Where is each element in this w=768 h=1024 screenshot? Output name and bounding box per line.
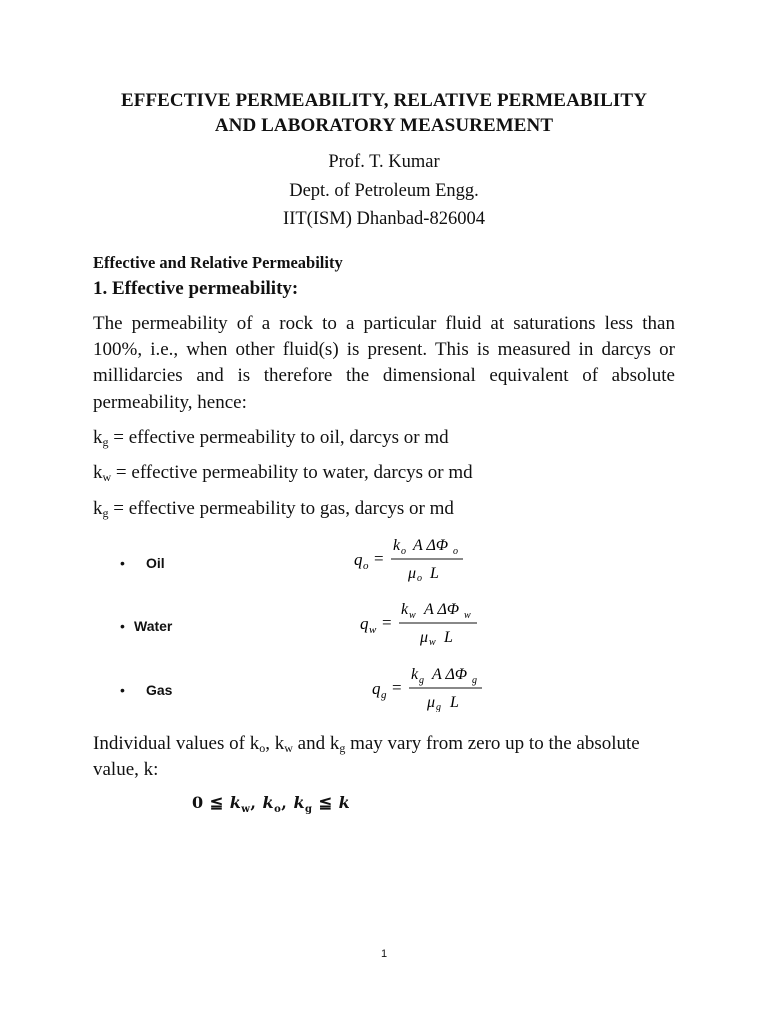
ineq-sep: ,: [281, 793, 294, 812]
formula-lhs: q: [354, 550, 363, 569]
formula-phi-sub: g: [472, 675, 477, 686]
bullet-dot: •: [120, 555, 125, 571]
author-institute: IIT(ISM) Dhanbad-826004: [283, 209, 485, 229]
formula-k: k: [411, 666, 419, 683]
formula-length: L: [444, 629, 453, 646]
definition-subscript: g: [102, 506, 109, 520]
bullet-label: Water: [134, 618, 173, 634]
bullet-dot: •: [120, 618, 125, 634]
formula-k-sub: g: [419, 675, 424, 686]
formula-area-delta-phi: A ΔΦ: [432, 666, 468, 683]
definition-gas: [93, 497, 454, 521]
definition-symbol: k: [93, 498, 103, 519]
ineq-k: k: [229, 793, 242, 812]
intro-paragraph: The permeability of a rock to a particular fluid at saturations less than 100%, i.e., when other fluid(s) is present. This is measured in darcys or millidarcies and is therefore the dimensional equivalent of absolute permeability, hence:: [93, 313, 675, 413]
definition-text: = effective permeability to oil, darcys or md: [108, 427, 449, 448]
formula-mu: μ: [420, 629, 429, 646]
closing-text: and k: [292, 733, 340, 754]
formula-k-sub: o: [401, 546, 406, 557]
ineq-sep: ,: [250, 793, 263, 812]
formula-k-sub: w: [409, 610, 416, 621]
title-line-2: AND LABORATORY MEASUREMENT: [214, 115, 554, 136]
closing-text: , k: [265, 733, 285, 754]
formula-mu-sub: o: [417, 573, 422, 583]
ineq-le: ≦: [203, 793, 230, 812]
ineq-k: k: [262, 793, 275, 812]
bullet-dot: •: [120, 682, 125, 698]
formula-equals: =: [382, 613, 392, 632]
formula-lhs: q: [372, 679, 381, 698]
formula-water: [358, 597, 488, 652]
formula-mu: μ: [427, 694, 436, 711]
formula-k: k: [401, 601, 409, 618]
formula-length: L: [450, 694, 459, 711]
ineq-sub: w: [241, 804, 251, 816]
formula-lhs-sub: g: [381, 689, 387, 701]
author-name: Prof. T. Kumar: [328, 152, 440, 172]
definition-symbol: k: [93, 462, 103, 483]
formula-lhs-sub: o: [363, 560, 369, 572]
subsection-heading: 1. Effective permeability:: [93, 278, 299, 299]
ineq-sub: o: [274, 804, 282, 816]
bullet-water: [120, 617, 172, 635]
bullet-gas: [120, 681, 172, 699]
formula-mu-sub: g: [436, 702, 441, 712]
formula-equals: =: [392, 678, 402, 697]
section-heading: Effective and Relative Permeability: [93, 253, 343, 272]
bullet-oil: [120, 554, 165, 572]
definition-water: [93, 461, 473, 485]
formula-oil: [352, 533, 482, 588]
formula-length: L: [430, 565, 439, 582]
bullet-label: Gas: [146, 682, 173, 698]
formula-mu: μ: [408, 565, 417, 582]
title-line-1: EFFECTIVE PERMEABILITY, RELATIVE PERMEABILITY: [120, 90, 648, 111]
closing-text: may vary from zero up to the absolute value, k:: [93, 733, 640, 781]
formula-k: k: [393, 537, 401, 554]
ineq-sub: g: [305, 804, 313, 816]
formula-lhs-sub: w: [369, 624, 377, 636]
formula-phi-sub: w: [464, 610, 471, 621]
formula-mu-sub: w: [429, 637, 436, 647]
closing-paragraph: [93, 731, 683, 783]
ineq-k: k: [338, 793, 351, 812]
closing-subscript: g: [339, 741, 346, 755]
formula-area-delta-phi: A ΔΦ: [424, 601, 460, 618]
author-dept: Dept. of Petroleum Engg.: [289, 180, 479, 201]
closing-subscript: o: [259, 741, 266, 755]
ineq-zero: 0: [192, 793, 204, 812]
permeability-inequality: [192, 792, 350, 821]
formula-phi-sub: o: [453, 546, 458, 557]
definition-subscript: g: [102, 435, 109, 449]
formula-gas: [370, 662, 500, 717]
closing-text: Individual values of k: [93, 733, 260, 754]
page-number: 1: [380, 948, 388, 960]
author-block: [60, 148, 708, 234]
bullet-label: Oil: [146, 555, 165, 571]
formula-area-delta-phi: A ΔΦ: [413, 537, 449, 554]
ineq-k: k: [293, 793, 306, 812]
definition-subscript: w: [102, 470, 112, 484]
definition-text: = effective permeability to water, darcys or md: [111, 462, 473, 483]
document-title: [60, 88, 708, 138]
formula-equals: =: [374, 549, 384, 568]
formula-lhs: q: [360, 614, 369, 633]
definition-symbol: k: [93, 427, 103, 448]
definition-text: = effective permeability to gas, darcys or md: [108, 498, 454, 519]
closing-subscript: w: [284, 741, 293, 755]
ineq-le: ≦: [312, 793, 339, 812]
definition-oil: [93, 426, 449, 450]
